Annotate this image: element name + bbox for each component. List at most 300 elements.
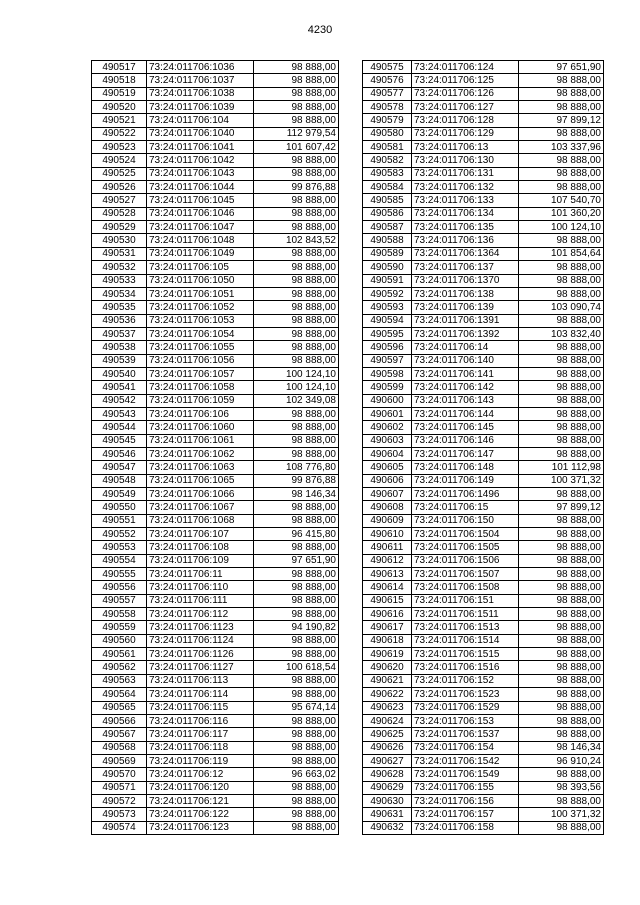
cadastral-value: 98 888,00 xyxy=(519,421,604,434)
cadastral-number: 73:24:011706:1053 xyxy=(147,314,254,327)
cadastral-number: 73:24:011706:1124 xyxy=(147,634,254,647)
table-row xyxy=(92,754,339,767)
table-row xyxy=(92,274,339,287)
cadastral-value: 98 888,00 xyxy=(254,287,339,300)
row-number: 490539 xyxy=(92,354,147,367)
cadastral-number: 73:24:011706:150 xyxy=(412,514,519,527)
cadastral-number: 73:24:011706:1504 xyxy=(412,528,519,541)
cadastral-value: 101 112,98 xyxy=(519,461,604,474)
row-number: 490605 xyxy=(363,461,412,474)
table-row xyxy=(92,127,339,140)
cadastral-number: 73:24:011706:106 xyxy=(147,407,254,420)
table-row xyxy=(92,741,339,754)
cadastral-value: 98 888,00 xyxy=(254,541,339,554)
cadastral-number: 73:24:011706:1505 xyxy=(412,541,519,554)
row-number: 490631 xyxy=(363,808,412,821)
cadastral-number: 73:24:011706:110 xyxy=(147,581,254,594)
cadastral-value: 98 888,00 xyxy=(254,568,339,581)
row-number: 490522 xyxy=(92,127,147,140)
table-row xyxy=(363,501,604,514)
cadastral-value: 99 876,88 xyxy=(254,181,339,194)
table-row xyxy=(363,688,604,701)
cadastral-number: 73:24:011706:155 xyxy=(412,781,519,794)
cadastral-number: 73:24:011706:139 xyxy=(412,301,519,314)
table-row xyxy=(363,794,604,807)
cadastral-number: 73:24:011706:121 xyxy=(147,794,254,807)
row-number: 490593 xyxy=(363,301,412,314)
cadastral-value: 98 888,00 xyxy=(519,701,604,714)
table-row xyxy=(92,434,339,447)
row-number: 490518 xyxy=(92,74,147,87)
row-number: 490569 xyxy=(92,754,147,767)
registry-table-left-body xyxy=(92,61,339,835)
row-number: 490585 xyxy=(363,194,412,207)
table-row xyxy=(363,528,604,541)
cadastral-value: 98 888,00 xyxy=(519,514,604,527)
row-number: 490547 xyxy=(92,461,147,474)
cadastral-number: 73:24:011706:147 xyxy=(412,447,519,460)
table-row xyxy=(363,594,604,607)
cadastral-number: 73:24:011706:151 xyxy=(412,594,519,607)
table-row xyxy=(92,194,339,207)
row-number: 490589 xyxy=(363,247,412,260)
row-number: 490557 xyxy=(92,594,147,607)
cadastral-number: 73:24:011706:1045 xyxy=(147,194,254,207)
table-row xyxy=(363,74,604,87)
table-row xyxy=(363,514,604,527)
row-number: 490601 xyxy=(363,407,412,420)
table-row xyxy=(92,701,339,714)
table-row xyxy=(92,207,339,220)
cadastral-number: 73:24:011706:1514 xyxy=(412,634,519,647)
cadastral-number: 73:24:011706:113 xyxy=(147,674,254,687)
registry-table-right-body xyxy=(363,61,604,835)
table-row xyxy=(363,141,604,154)
table-row xyxy=(363,634,604,647)
table-row xyxy=(92,181,339,194)
table-row xyxy=(363,581,604,594)
cadastral-value: 100 371,32 xyxy=(519,474,604,487)
row-number: 490574 xyxy=(92,821,147,834)
cadastral-value: 97 651,90 xyxy=(254,554,339,567)
cadastral-number: 73:24:011706:128 xyxy=(412,114,519,127)
table-row xyxy=(363,821,604,834)
cadastral-value: 98 888,00 xyxy=(254,341,339,354)
cadastral-value: 98 888,00 xyxy=(519,407,604,420)
row-number: 490629 xyxy=(363,781,412,794)
cadastral-value: 98 888,00 xyxy=(519,488,604,501)
cadastral-number: 73:24:011706:1515 xyxy=(412,648,519,661)
cadastral-value: 98 888,00 xyxy=(519,568,604,581)
cadastral-value: 98 888,00 xyxy=(254,421,339,434)
table-row xyxy=(92,261,339,274)
table-row xyxy=(92,541,339,554)
cadastral-number: 73:24:011706:1542 xyxy=(412,754,519,767)
cadastral-value: 100 124,10 xyxy=(254,381,339,394)
row-number: 490630 xyxy=(363,794,412,807)
cadastral-value: 102 843,52 xyxy=(254,234,339,247)
cadastral-number: 73:24:011706:112 xyxy=(147,608,254,621)
row-number: 490581 xyxy=(363,141,412,154)
cadastral-value: 98 888,00 xyxy=(519,634,604,647)
row-number: 490603 xyxy=(363,434,412,447)
table-row xyxy=(92,61,339,74)
table-row xyxy=(363,114,604,127)
cadastral-value: 98 888,00 xyxy=(254,794,339,807)
cadastral-value: 98 888,00 xyxy=(519,621,604,634)
table-row xyxy=(363,167,604,180)
cadastral-value: 98 888,00 xyxy=(519,154,604,167)
row-number: 490632 xyxy=(363,821,412,834)
table-row xyxy=(363,207,604,220)
table-row xyxy=(92,648,339,661)
cadastral-number: 73:24:011706:138 xyxy=(412,287,519,300)
cadastral-number: 73:24:011706:1047 xyxy=(147,221,254,234)
cadastral-number: 73:24:011706:149 xyxy=(412,474,519,487)
cadastral-number: 73:24:011706:1511 xyxy=(412,608,519,621)
row-number: 490609 xyxy=(363,514,412,527)
cadastral-value: 98 888,00 xyxy=(254,61,339,74)
cadastral-number: 73:24:011706:1065 xyxy=(147,474,254,487)
cadastral-value: 98 888,00 xyxy=(254,581,339,594)
cadastral-value: 98 888,00 xyxy=(519,381,604,394)
cadastral-value: 98 888,00 xyxy=(519,648,604,661)
cadastral-number: 73:24:011706:1063 xyxy=(147,461,254,474)
cadastral-number: 73:24:011706:1054 xyxy=(147,327,254,340)
table-row xyxy=(363,541,604,554)
row-number: 490543 xyxy=(92,407,147,420)
table-row xyxy=(363,87,604,100)
row-number: 490586 xyxy=(363,207,412,220)
row-number: 490555 xyxy=(92,568,147,581)
table-row xyxy=(92,488,339,501)
table-row xyxy=(92,114,339,127)
row-number: 490576 xyxy=(363,74,412,87)
table-row xyxy=(92,474,339,487)
cadastral-number: 73:24:011706:1046 xyxy=(147,207,254,220)
cadastral-value: 100 618,54 xyxy=(254,661,339,674)
table-row xyxy=(363,728,604,741)
cadastral-number: 73:24:011706:145 xyxy=(412,421,519,434)
table-row xyxy=(363,101,604,114)
cadastral-value: 108 776,80 xyxy=(254,461,339,474)
table-row xyxy=(92,688,339,701)
cadastral-value: 96 415,80 xyxy=(254,528,339,541)
cadastral-value: 98 888,00 xyxy=(254,154,339,167)
cadastral-number: 73:24:011706:1523 xyxy=(412,688,519,701)
cadastral-number: 73:24:011706:1059 xyxy=(147,394,254,407)
cadastral-value: 98 888,00 xyxy=(519,341,604,354)
table-row xyxy=(363,154,604,167)
cadastral-number: 73:24:011706:1060 xyxy=(147,421,254,434)
row-number: 490552 xyxy=(92,528,147,541)
table-row xyxy=(363,554,604,567)
cadastral-number: 73:24:011706:1513 xyxy=(412,621,519,634)
cadastral-number: 73:24:011706:1055 xyxy=(147,341,254,354)
cadastral-value: 98 888,00 xyxy=(254,274,339,287)
cadastral-number: 73:24:011706:129 xyxy=(412,127,519,140)
cadastral-value: 98 888,00 xyxy=(519,394,604,407)
row-number: 490530 xyxy=(92,234,147,247)
row-number: 490602 xyxy=(363,421,412,434)
cadastral-number: 73:24:011706:148 xyxy=(412,461,519,474)
table-row xyxy=(363,621,604,634)
cadastral-value: 98 888,00 xyxy=(254,407,339,420)
cadastral-value: 98 888,00 xyxy=(519,74,604,87)
row-number: 490551 xyxy=(92,514,147,527)
cadastral-value: 98 888,00 xyxy=(254,74,339,87)
row-number: 490564 xyxy=(92,688,147,701)
cadastral-value: 98 888,00 xyxy=(519,821,604,834)
table-row xyxy=(92,287,339,300)
cadastral-number: 73:24:011706:1041 xyxy=(147,141,254,154)
cadastral-value: 98 888,00 xyxy=(254,247,339,260)
cadastral-value: 98 888,00 xyxy=(519,554,604,567)
cadastral-value: 98 888,00 xyxy=(519,768,604,781)
cadastral-number: 73:24:011706:1549 xyxy=(412,768,519,781)
row-number: 490565 xyxy=(92,701,147,714)
cadastral-number: 73:24:011706:142 xyxy=(412,381,519,394)
cadastral-number: 73:24:011706:126 xyxy=(412,87,519,100)
row-number: 490620 xyxy=(363,661,412,674)
cadastral-value: 99 876,88 xyxy=(254,474,339,487)
cadastral-number: 73:24:011706:1516 xyxy=(412,661,519,674)
row-number: 490521 xyxy=(92,114,147,127)
cadastral-value: 98 888,00 xyxy=(254,314,339,327)
table-row xyxy=(363,488,604,501)
cadastral-value: 98 888,00 xyxy=(254,608,339,621)
cadastral-number: 73:24:011706:1040 xyxy=(147,127,254,140)
cadastral-value: 98 888,00 xyxy=(519,367,604,380)
cadastral-value: 98 888,00 xyxy=(519,287,604,300)
cadastral-number: 73:24:011706:156 xyxy=(412,794,519,807)
cadastral-value: 98 888,00 xyxy=(254,87,339,100)
table-row xyxy=(92,87,339,100)
cadastral-number: 73:24:011706:1052 xyxy=(147,301,254,314)
cadastral-number: 73:24:011706:1044 xyxy=(147,181,254,194)
row-number: 490540 xyxy=(92,367,147,380)
cadastral-number: 73:24:011706:108 xyxy=(147,541,254,554)
table-row xyxy=(92,568,339,581)
row-number: 490535 xyxy=(92,301,147,314)
row-number: 490621 xyxy=(363,674,412,687)
cadastral-value: 98 888,00 xyxy=(254,221,339,234)
table-row xyxy=(92,221,339,234)
table-row xyxy=(363,287,604,300)
row-number: 490599 xyxy=(363,381,412,394)
cadastral-number: 73:24:011706:130 xyxy=(412,154,519,167)
table-row xyxy=(363,568,604,581)
cadastral-number: 73:24:011706:1508 xyxy=(412,581,519,594)
cadastral-value: 98 888,00 xyxy=(254,594,339,607)
cadastral-value: 98 888,00 xyxy=(254,674,339,687)
cadastral-number: 73:24:011706:109 xyxy=(147,554,254,567)
row-number: 490542 xyxy=(92,394,147,407)
cadastral-number: 73:24:011706:1051 xyxy=(147,287,254,300)
cadastral-number: 73:24:011706:1391 xyxy=(412,314,519,327)
cadastral-number: 73:24:011706:1529 xyxy=(412,701,519,714)
table-row xyxy=(92,234,339,247)
cadastral-number: 73:24:011706:127 xyxy=(412,101,519,114)
row-number: 490610 xyxy=(363,528,412,541)
cadastral-number: 73:24:011706:123 xyxy=(147,821,254,834)
cadastral-number: 73:24:011706:1039 xyxy=(147,101,254,114)
cadastral-number: 73:24:011706:1056 xyxy=(147,354,254,367)
table-row xyxy=(92,554,339,567)
cadastral-value: 98 888,00 xyxy=(254,114,339,127)
row-number: 490614 xyxy=(363,581,412,594)
row-number: 490622 xyxy=(363,688,412,701)
table-row xyxy=(363,714,604,727)
registry-table-right xyxy=(362,60,604,835)
cadastral-value: 98 888,00 xyxy=(519,434,604,447)
cadastral-value: 98 888,00 xyxy=(254,514,339,527)
cadastral-number: 73:24:011706:136 xyxy=(412,234,519,247)
table-row xyxy=(363,461,604,474)
cadastral-number: 73:24:011706:11 xyxy=(147,568,254,581)
cadastral-number: 73:24:011706:1126 xyxy=(147,648,254,661)
cadastral-number: 73:24:011706:117 xyxy=(147,728,254,741)
table-row xyxy=(363,674,604,687)
row-number: 490523 xyxy=(92,141,147,154)
table-row xyxy=(363,648,604,661)
table-row xyxy=(92,167,339,180)
cadastral-value: 94 190,82 xyxy=(254,621,339,634)
table-row xyxy=(363,274,604,287)
cadastral-value: 98 888,00 xyxy=(254,207,339,220)
cadastral-value: 98 888,00 xyxy=(254,261,339,274)
cadastral-value: 98 888,00 xyxy=(519,234,604,247)
row-number: 490544 xyxy=(92,421,147,434)
table-row xyxy=(92,381,339,394)
cadastral-value: 98 888,00 xyxy=(254,688,339,701)
cadastral-number: 73:24:011706:1042 xyxy=(147,154,254,167)
row-number: 490582 xyxy=(363,154,412,167)
cadastral-number: 73:24:011706:1057 xyxy=(147,367,254,380)
row-number: 490596 xyxy=(363,341,412,354)
row-number: 490567 xyxy=(92,728,147,741)
cadastral-value: 98 888,00 xyxy=(519,354,604,367)
cadastral-value: 98 888,00 xyxy=(519,661,604,674)
cadastral-value: 100 124,10 xyxy=(254,367,339,380)
table-row xyxy=(92,794,339,807)
cadastral-number: 73:24:011706:13 xyxy=(412,141,519,154)
table-row xyxy=(92,821,339,834)
table-row xyxy=(92,394,339,407)
row-number: 490578 xyxy=(363,101,412,114)
cadastral-number: 73:24:011706:1507 xyxy=(412,568,519,581)
cadastral-number: 73:24:011706:105 xyxy=(147,261,254,274)
row-number: 490558 xyxy=(92,608,147,621)
cadastral-value: 96 910,24 xyxy=(519,754,604,767)
row-number: 490606 xyxy=(363,474,412,487)
cadastral-number: 73:24:011706:1370 xyxy=(412,274,519,287)
cadastral-number: 73:24:011706:114 xyxy=(147,688,254,701)
row-number: 490566 xyxy=(92,714,147,727)
table-row xyxy=(92,74,339,87)
cadastral-value: 101 360,20 xyxy=(519,207,604,220)
table-row xyxy=(92,447,339,460)
row-number: 490625 xyxy=(363,728,412,741)
cadastral-number: 73:24:011706:1066 xyxy=(147,488,254,501)
cadastral-number: 73:24:011706:118 xyxy=(147,741,254,754)
row-number: 490525 xyxy=(92,167,147,180)
table-row xyxy=(363,474,604,487)
row-number: 490568 xyxy=(92,741,147,754)
cadastral-number: 73:24:011706:143 xyxy=(412,394,519,407)
row-number: 490611 xyxy=(363,541,412,554)
cadastral-value: 98 888,00 xyxy=(254,634,339,647)
cadastral-value: 101 607,42 xyxy=(254,141,339,154)
table-row xyxy=(363,261,604,274)
cadastral-number: 73:24:011706:115 xyxy=(147,701,254,714)
cadastral-number: 73:24:011706:1062 xyxy=(147,447,254,460)
cadastral-number: 73:24:011706:153 xyxy=(412,714,519,727)
row-number: 490617 xyxy=(363,621,412,634)
table-row xyxy=(363,447,604,460)
table-row xyxy=(92,674,339,687)
row-number: 490553 xyxy=(92,541,147,554)
cadastral-value: 102 349,08 xyxy=(254,394,339,407)
row-number: 490554 xyxy=(92,554,147,567)
table-row xyxy=(92,154,339,167)
cadastral-value: 98 888,00 xyxy=(519,101,604,114)
cadastral-value: 98 888,00 xyxy=(254,741,339,754)
cadastral-number: 73:24:011706:1537 xyxy=(412,728,519,741)
cadastral-number: 73:24:011706:107 xyxy=(147,528,254,541)
row-number: 490550 xyxy=(92,501,147,514)
cadastral-value: 98 888,00 xyxy=(254,447,339,460)
row-number: 490577 xyxy=(363,87,412,100)
cadastral-value: 98 888,00 xyxy=(254,101,339,114)
table-row xyxy=(92,354,339,367)
row-number: 490579 xyxy=(363,114,412,127)
cadastral-number: 73:24:011706:137 xyxy=(412,261,519,274)
row-number: 490571 xyxy=(92,781,147,794)
cadastral-value: 100 371,32 xyxy=(519,808,604,821)
row-number: 490598 xyxy=(363,367,412,380)
row-number: 490559 xyxy=(92,621,147,634)
table-row xyxy=(92,407,339,420)
cadastral-number: 73:24:011706:1068 xyxy=(147,514,254,527)
cadastral-value: 98 888,00 xyxy=(519,608,604,621)
cadastral-value: 98 888,00 xyxy=(519,581,604,594)
table-row xyxy=(363,194,604,207)
cadastral-value: 98 888,00 xyxy=(519,714,604,727)
cadastral-number: 73:24:011706:1127 xyxy=(147,661,254,674)
table-row xyxy=(92,501,339,514)
cadastral-value: 98 888,00 xyxy=(254,354,339,367)
table-row xyxy=(363,608,604,621)
cadastral-number: 73:24:011706:1038 xyxy=(147,87,254,100)
cadastral-value: 112 979,54 xyxy=(254,127,339,140)
cadastral-value: 98 888,00 xyxy=(254,781,339,794)
cadastral-value: 98 888,00 xyxy=(519,87,604,100)
row-number: 490587 xyxy=(363,221,412,234)
cadastral-number: 73:24:011706:1067 xyxy=(147,501,254,514)
cadastral-value: 103 832,40 xyxy=(519,327,604,340)
row-number: 490560 xyxy=(92,634,147,647)
cadastral-value: 98 888,00 xyxy=(519,181,604,194)
row-number: 490541 xyxy=(92,381,147,394)
cadastral-number: 73:24:011706:134 xyxy=(412,207,519,220)
table-row xyxy=(363,701,604,714)
row-number: 490618 xyxy=(363,634,412,647)
cadastral-value: 97 899,12 xyxy=(519,501,604,514)
cadastral-number: 73:24:011706:141 xyxy=(412,367,519,380)
row-number: 490533 xyxy=(92,274,147,287)
table-row xyxy=(363,247,604,260)
